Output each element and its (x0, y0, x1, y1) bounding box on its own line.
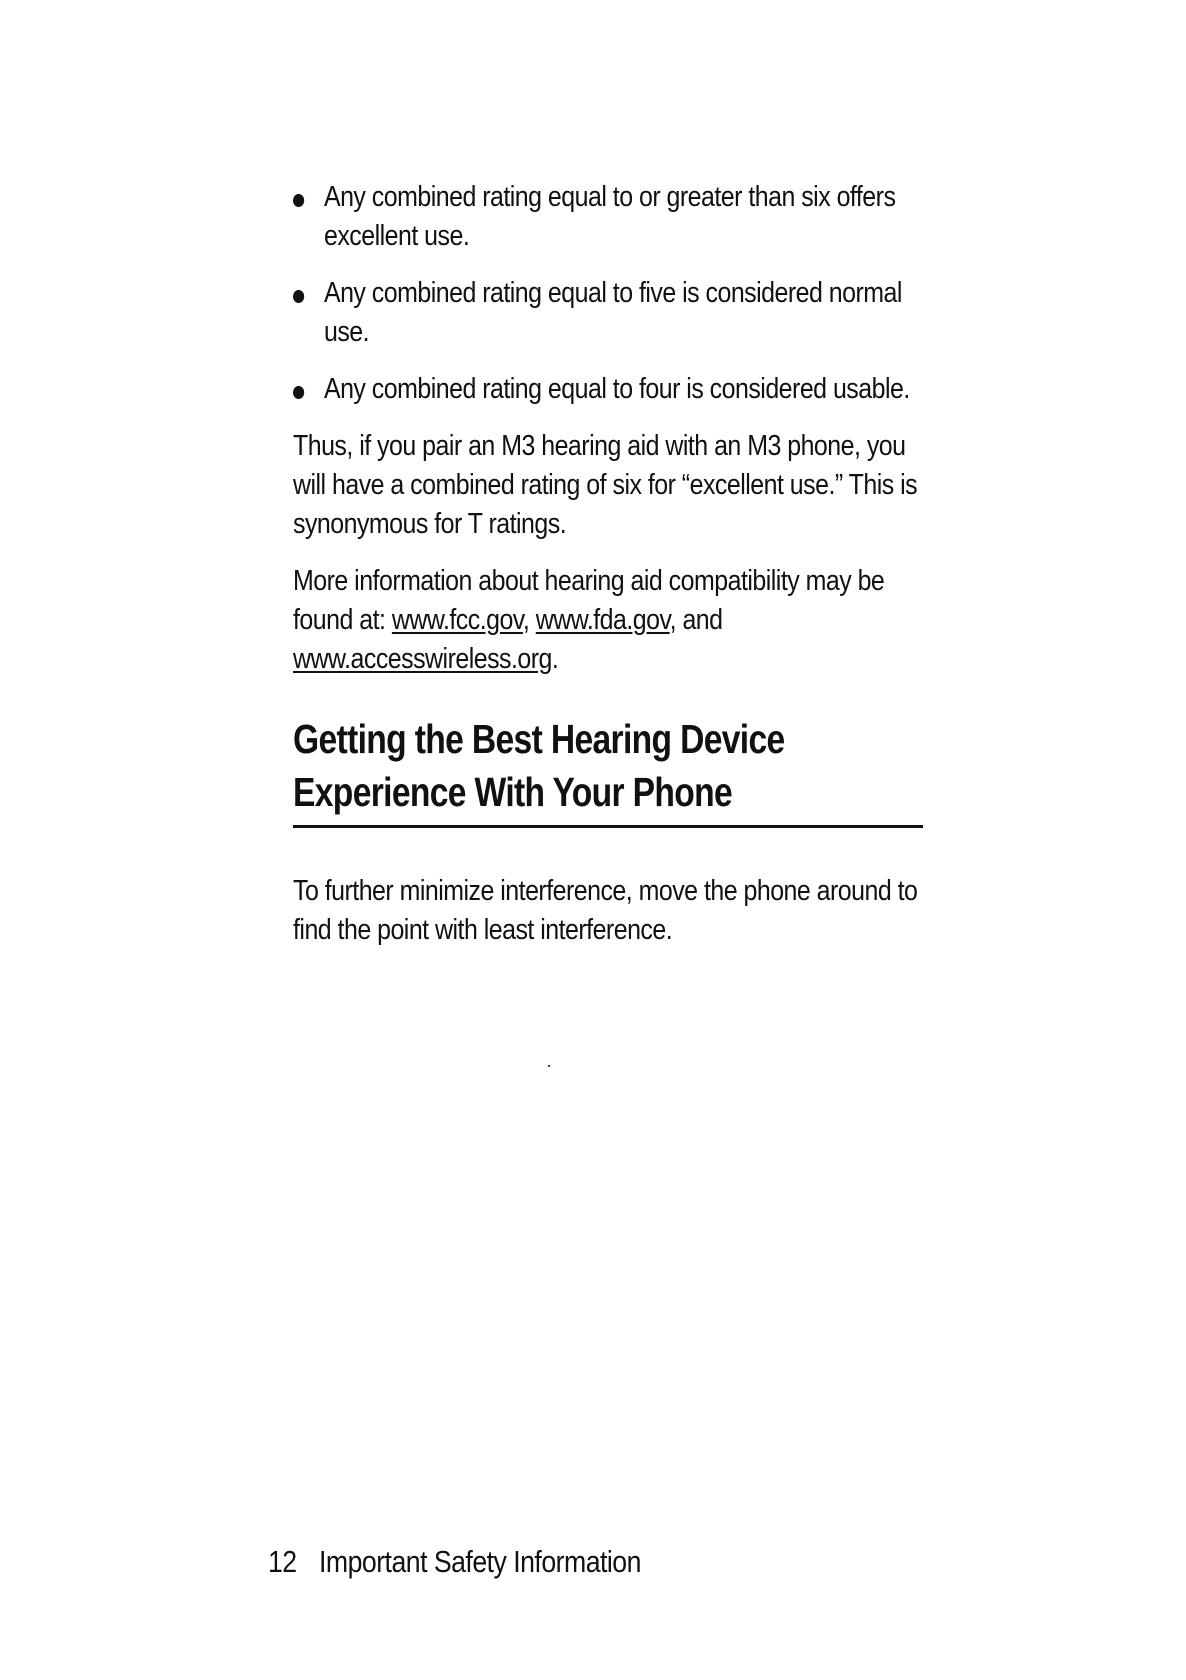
paragraph-more-info (293, 562, 933, 679)
paragraph-interference-tip: To further minimize interference, move the phone around to find the point with least interference. (293, 875, 918, 946)
bullet-text: Any combined rating equal to four is considered usable. (323, 373, 910, 405)
fcc-link[interactable]: www.fcc.gov (391, 604, 523, 636)
page-number: 12 (268, 1544, 297, 1579)
rating-bullet-list (293, 178, 933, 409)
page-content (293, 178, 935, 968)
bullet-text: Any combined rating equal to or greater than six offers excellent use. (323, 181, 896, 252)
link-separator: , (522, 604, 536, 636)
page-footer (268, 1542, 641, 1582)
bullet-text: Any combined rating equal to five is considered normal use. (323, 277, 902, 348)
sentence-end: . (551, 643, 559, 675)
body-text-block-2 (293, 872, 933, 950)
bullet-icon (293, 386, 304, 399)
list-item (293, 274, 933, 352)
heading-divider (293, 825, 923, 828)
link-separator: , and (669, 604, 723, 636)
list-item (293, 178, 933, 256)
fda-link[interactable]: www.fda.gov (535, 604, 670, 636)
scan-speck (548, 1065, 550, 1067)
footer-section-title: Important Safety Information (318, 1544, 641, 1579)
paragraph-rating-example: Thus, if you pair an M3 hearing aid with an M3 phone, you will have a combined rating of six for “excellent use.” This is synonymous for T ratings. (293, 430, 918, 540)
section-heading: Getting the Best Hearing Device Experience With Your Phone (293, 716, 785, 815)
bullet-icon (293, 290, 304, 303)
body-text-block (293, 178, 933, 679)
more-info-lead: More information about hearing aid compatibility may be found at: (293, 565, 885, 636)
list-item (293, 370, 933, 409)
accesswireless-link[interactable]: www.accesswireless.org (293, 643, 552, 675)
bullet-icon (293, 194, 304, 207)
